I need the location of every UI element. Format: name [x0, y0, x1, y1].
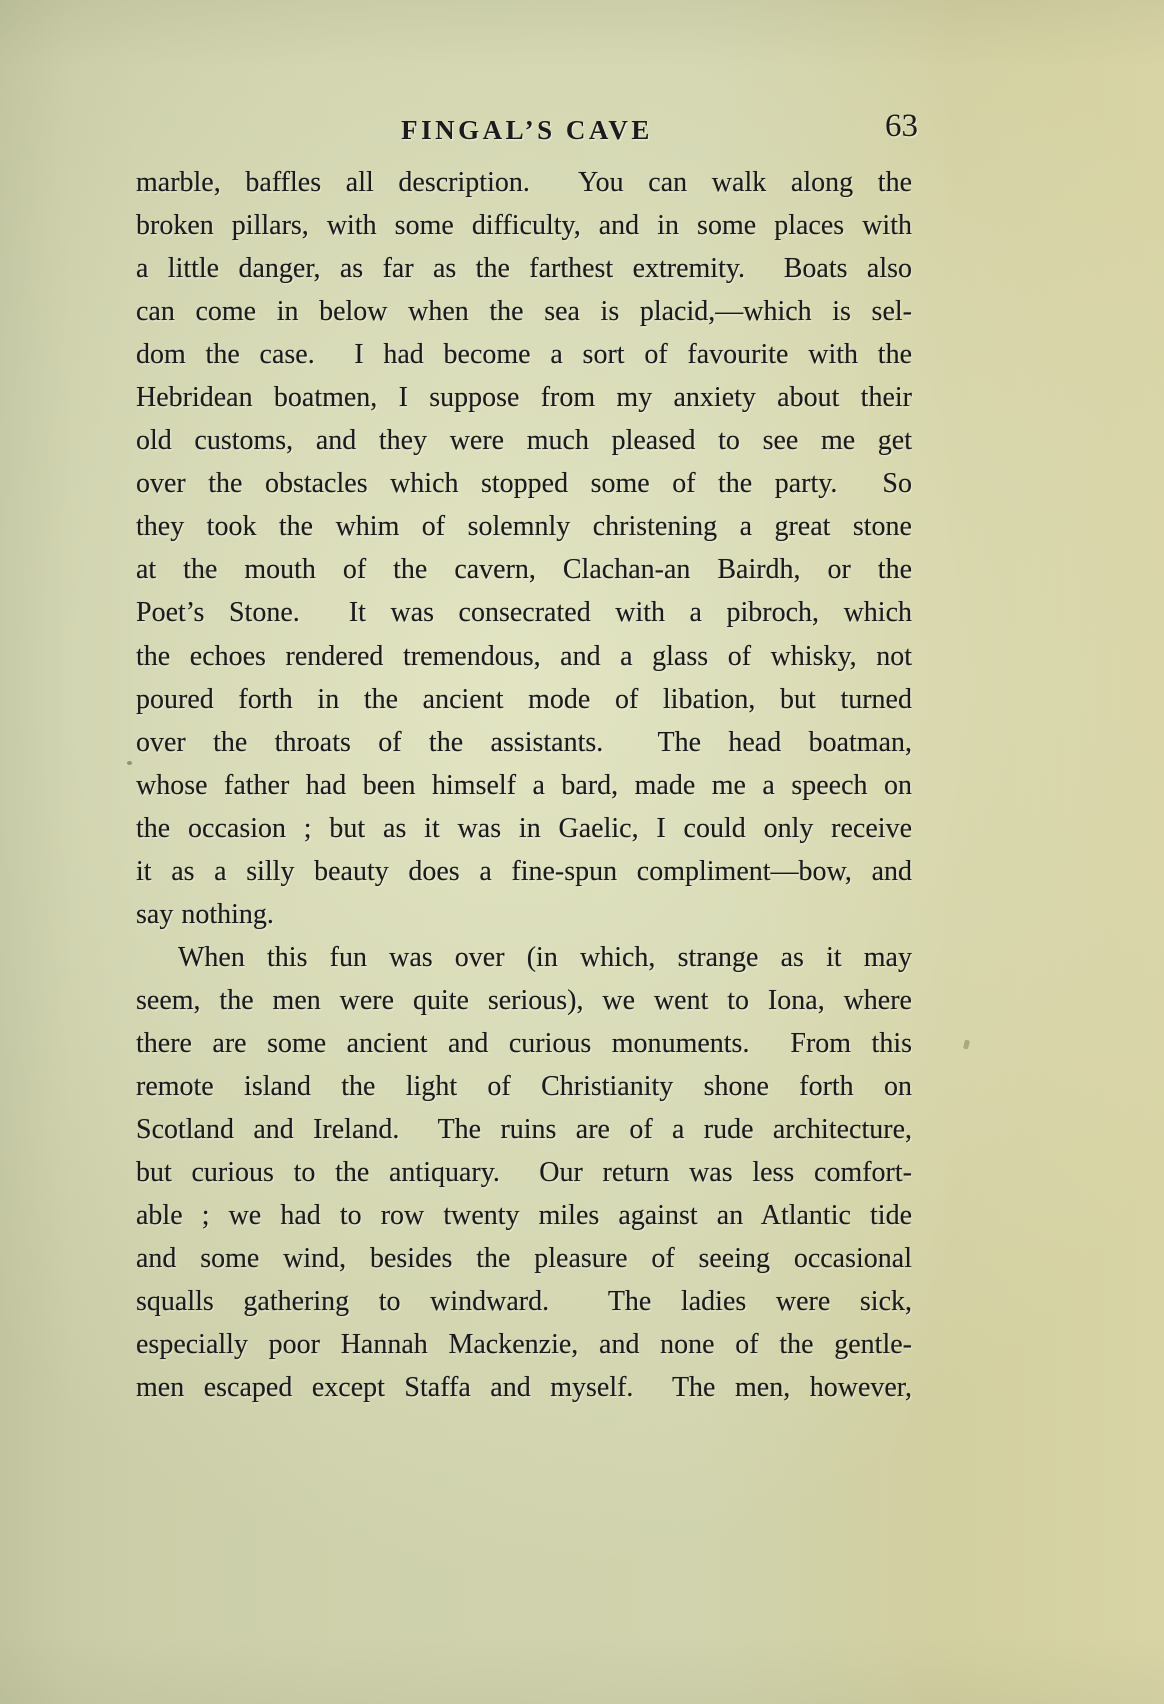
text-line: say nothing. — [136, 898, 274, 930]
text-line: Poet’s Stone. It was consecrated with a pibroch, which — [136, 597, 912, 629]
body-text — [136, 161, 912, 1409]
paper-speck — [127, 761, 132, 765]
text-line: poured forth in the ancient mode of libation, but turned — [136, 683, 912, 715]
paper-speck — [963, 1040, 970, 1050]
running-title: FINGAL’S CAVE — [401, 115, 653, 145]
text-line: the echoes rendered tremendous, and a glass of whisky, not — [136, 640, 912, 672]
text-line: but curious to the antiquary. Our return was less comfort- — [136, 1157, 912, 1189]
text-line: it as a silly beauty does a fine-spun compliment—bow, and — [136, 855, 912, 887]
text-line: they took the whim of solemnly christening a great stone — [136, 511, 912, 543]
text-line: Scotland and Ireland. The ruins are of a rude architecture, — [136, 1114, 912, 1146]
page-header — [136, 106, 918, 154]
text-line: and some wind, besides the pleasure of seeing occasional — [136, 1243, 912, 1275]
text-line: the occasion ; but as it was in Gaelic, I could only receive — [136, 812, 912, 844]
text-line: Hebridean boatmen, I suppose from my anxiety about their — [136, 382, 912, 414]
paper-speck — [204, 570, 208, 574]
text-line: over the obstacles which stopped some of the party. So — [136, 468, 912, 500]
page-number: 63 — [885, 108, 918, 144]
text-line: there are some ancient and curious monuments. From this — [136, 1027, 912, 1059]
text-line: especially poor Hannah Mackenzie, and none of the gentle- — [136, 1329, 912, 1361]
text-line: able ; we had to row twenty miles against an Atlantic tide — [136, 1200, 912, 1232]
text-line: men escaped except Staffa and myself. The men, however, — [136, 1372, 912, 1404]
text-line: remote island the light of Christianity shone forth on — [136, 1070, 912, 1102]
text-line: over the throats of the assistants. The head boatman, — [136, 726, 912, 758]
text-line: marble, baffles all description. You can walk along the — [136, 167, 912, 198]
text-line: seem, the men were quite serious), we went to Iona, where — [136, 984, 912, 1016]
text-line: at the mouth of the cavern, Clachan-an Bairdh, or the — [136, 554, 912, 586]
text-line: broken pillars, with some difficulty, and in some places with — [136, 210, 912, 242]
text-line: dom the case. I had become a sort of favourite with the — [136, 339, 912, 371]
text-line: squalls gathering to windward. The ladies were sick, — [136, 1286, 912, 1318]
text-line: can come in below when the sea is placid,—which is sel- — [136, 296, 912, 328]
text-line: When this fun was over (in which, strange as it may — [178, 941, 912, 973]
text-line: old customs, and they were much pleased to see me get — [136, 425, 912, 457]
text-line: whose father had been himself a bard, made me a speech on — [136, 769, 912, 801]
text-line: a little danger, as far as the farthest extremity. Boats also — [136, 253, 912, 285]
